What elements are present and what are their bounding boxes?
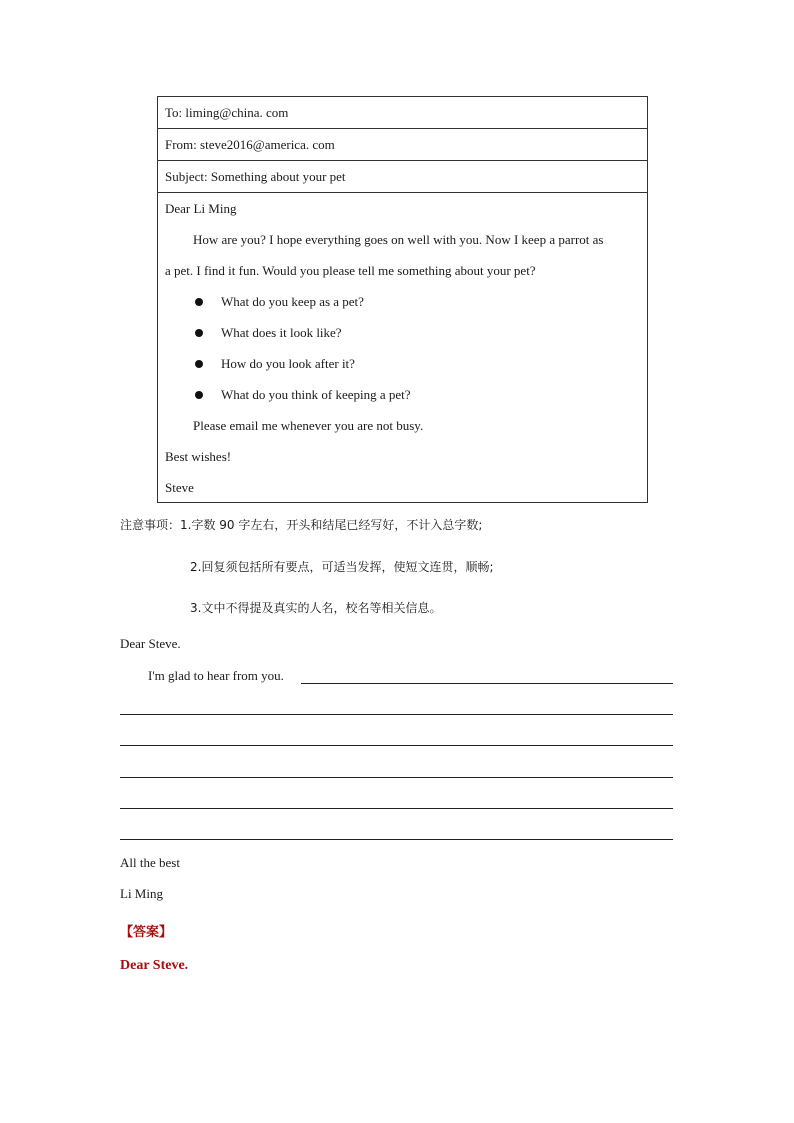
email-box <box>157 96 648 503</box>
writing-line[interactable] <box>120 777 673 778</box>
email-closing-request: Please email me whenever you are not busy. <box>193 418 424 433</box>
email-body <box>158 193 647 503</box>
bullet-text: What do you think of keeping a pet? <box>221 387 411 402</box>
email-paragraph-line-2: a pet. I find it fun. Would you please tell me something about your pet? <box>165 263 536 278</box>
bullet-text: How do you look after it? <box>221 356 355 371</box>
bullet-text: What does it look like? <box>221 325 342 340</box>
reply-name: Li Ming <box>120 886 163 901</box>
notes-line-3: 3.文中不得提及真实的人名，校名等相关信息。 <box>190 601 442 615</box>
writing-line[interactable] <box>120 714 673 715</box>
reply-closing: All the best <box>120 855 180 870</box>
bullet-dot-icon <box>195 391 203 399</box>
bullet-item <box>165 379 640 410</box>
bullet-item <box>165 348 640 379</box>
bullet-text: What do you keep as a pet? <box>221 294 364 309</box>
answer-label: 【答案】 <box>120 925 173 940</box>
writing-line[interactable] <box>120 839 673 840</box>
writing-line[interactable] <box>120 745 673 746</box>
email-paragraph-line-1: How are you? I hope everything goes on well with you. Now I keep a parrot as <box>193 232 604 247</box>
writing-line[interactable] <box>301 683 673 684</box>
writing-line[interactable] <box>120 808 673 809</box>
reply-greeting: Dear Steve. <box>120 636 181 651</box>
bullet-dot-icon <box>195 298 203 306</box>
bullet-item <box>165 317 640 348</box>
email-greeting: Dear Li Ming <box>165 201 237 216</box>
email-to: To: liming@china. com <box>158 97 647 129</box>
email-from: From: steve2016@america. com <box>158 129 647 161</box>
notes-line-2: 2.回复须包括所有要点，可适当发挥，使短文连贯，顺畅; <box>190 560 494 574</box>
email-subject: Subject: Something about your pet <box>158 161 647 193</box>
bullet-dot-icon <box>195 329 203 337</box>
notes-line-1: 注意事项：1.字数 90 字左右，开头和结尾已经写好，不计入总字数; <box>120 518 483 532</box>
email-sign-off: Best wishes! <box>165 449 232 464</box>
answer-greeting: Dear Steve. <box>120 958 189 973</box>
email-signature: Steve <box>165 480 194 495</box>
bullet-dot-icon <box>195 360 203 368</box>
bullet-item <box>165 286 640 317</box>
reply-opening: I'm glad to hear from you. <box>148 668 284 683</box>
